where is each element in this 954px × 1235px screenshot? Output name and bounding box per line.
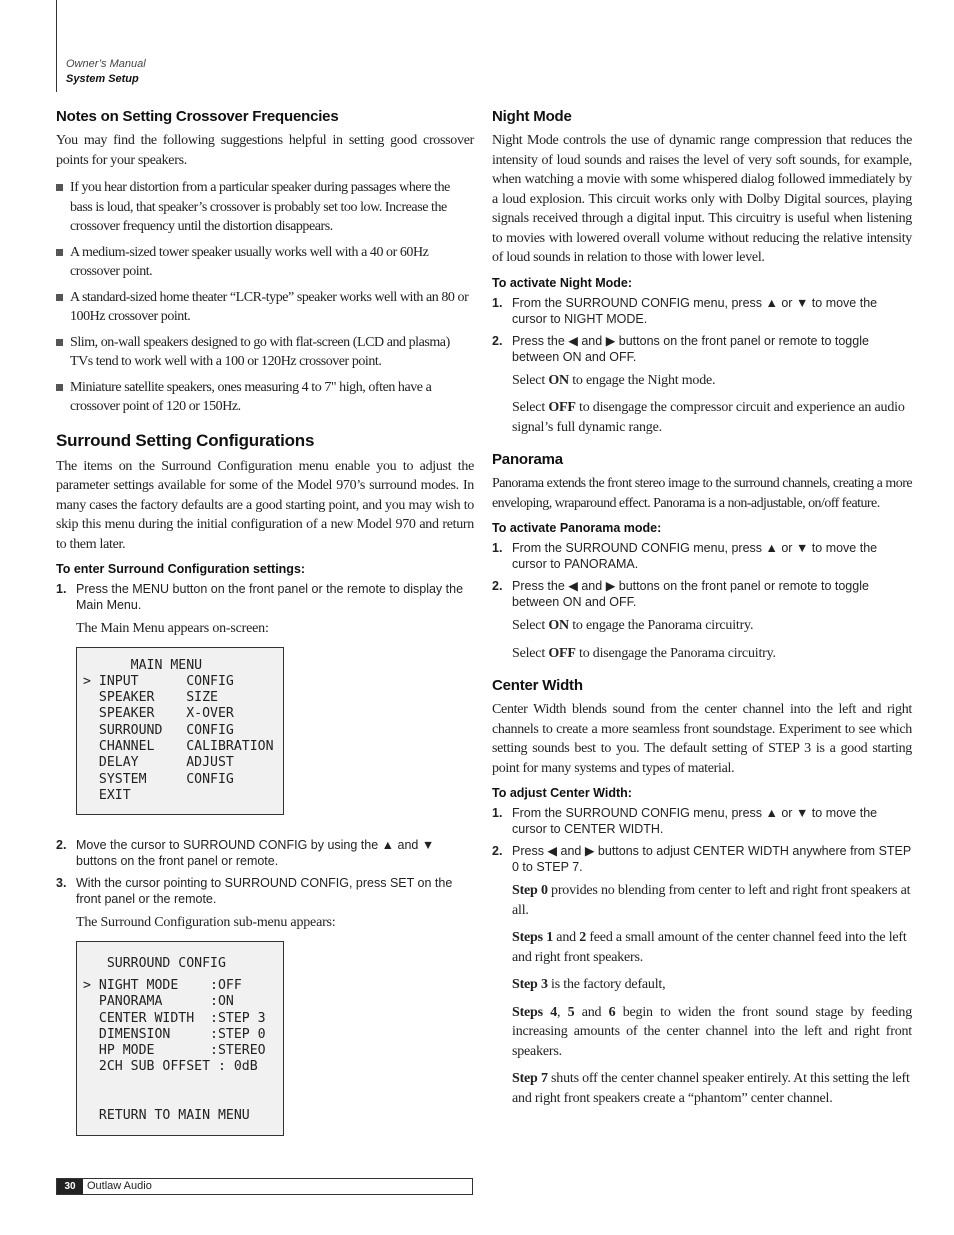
sub-menu-note: The Surround Configuration sub-menu appears: [76, 915, 336, 931]
menu-line: DIMENSION :STEP 0 [83, 1026, 266, 1042]
center-width-subheading: To adjust Center Width: [492, 786, 632, 800]
step-3-note: Step 3 is the factory default, [512, 977, 666, 992]
night-select-off: Select OFF to disengage the compressor circuit and experience an audio signal’s full dynamic range. [512, 400, 905, 435]
center-width-body: Center Width blends sound from the center channel into the left and right channels to create a more seamless front soundstage. Experiment to see which setting sounds best to you. The default setting of STEP 3 is a good starting point for many systems and types of material. [492, 702, 912, 776]
night-mode-subheading: To activate Night Mode: [492, 275, 633, 290]
main-menu-title: MAIN MENU [83, 657, 203, 673]
step-item: 3. With the cursor pointing to SURROUND CONFIG, press SET on the front panel or the remote. [56, 876, 453, 907]
step-item: 1. Press the MENU button on the front panel or the remote to display the Main Menu. [56, 582, 464, 612]
panorama-heading: Panorama [492, 451, 563, 468]
menu-line: SPEAKER X-OVER [83, 706, 234, 722]
list-item: Slim, on-wall speakers designed to go with flat-screen (LCD and plasma) TVs tend to work well with a 100 or 120Hz crossover point. [56, 333, 474, 372]
menu-line: 2CH SUB OFFSET : 0dB [83, 1059, 258, 1075]
crossover-heading: Notes on Setting Crossover Frequencies [56, 108, 339, 125]
sub-menu-title: SURROUND CONFIG [83, 955, 226, 971]
menu-line [77, 1092, 283, 1108]
menu-line: SPEAKER SIZE [83, 690, 218, 706]
main-menu-screen [76, 647, 284, 816]
menu-line: HP MODE :STEREO [83, 1043, 266, 1059]
steps-1-2-note: Steps 1 and 2 feed a small amount of the center channel feed into the left and right front speakers. [512, 930, 907, 965]
surround-intro: The items on the Surround Configuration menu enable you to adjust the parameter settings available for some of the Model 970’s surround modes. In many cases the factory defaults are a good starting point, and you may wish to skip this menu during the initial configuration of a new Model 970 and return to them later. [56, 458, 474, 552]
step-item: 1. From the SURROUND CONFIG menu, press ▲ or ▼ to move the cursor to PANORAMA. [492, 541, 878, 571]
right-column [492, 108, 912, 1116]
center-width-heading: Center Width [492, 677, 583, 694]
step-item: 2. Press the ◀ and ▶ buttons on the front panel or remote to toggle between ON and OFF. [492, 333, 869, 364]
section-label: System Setup [66, 73, 139, 85]
panorama-body: Panorama extends the front stereo image to the surround channels, creating a more enveloping, wraparound effect. Panorama is a non-adjustable, on/off feature. [492, 476, 912, 511]
bullet-square-icon [56, 384, 63, 391]
page-number: 30 [57, 1179, 83, 1194]
night-mode-heading: Night Mode [492, 108, 572, 125]
list-item: A standard-sized home theater “LCR-type” speaker works well with an 80 or 100Hz crossover point. [56, 288, 474, 327]
menu-line: EXIT [83, 787, 131, 803]
menu-line: CHANNEL CALIBRATION [83, 738, 274, 754]
list-item: If you hear distortion from a particular speaker during passages where the bass is loud, that speaker’s crossover is probably set too low. Increase the crossover frequency until the distortion disappears. [56, 178, 474, 237]
main-menu-note: The Main Menu appears on-screen: [76, 621, 269, 636]
center-width-steps [492, 805, 912, 875]
night-mode-body: Night Mode controls the use of dynamic range compression that reduces the intensity of loud sounds and raises the level of very soft sounds, for example, when watching a movie with some whispered dialog followed immediately by a loud explosion. This circuit works only with Dolby Digital sources, playing signals received through a digital input. This circuitry is useful when listening to movies with lowered overall volume without reducing the relative intensity of loud sounds in relation to those with lower level. [492, 133, 912, 265]
bullet-square-icon [56, 294, 63, 301]
menu-line: SYSTEM CONFIG [83, 771, 234, 787]
bullet-square-icon [56, 184, 63, 191]
night-mode-steps [492, 295, 912, 365]
step-0-note: Step 0 provides no blending from center to left and right front speakers at all. [512, 883, 911, 918]
panorama-select-off: Select OFF to disengage the Panorama circuitry. [512, 645, 776, 661]
step-7-note: Step 7 shuts off the center channel speaker entirely. At this setting the left and right front speakers create a “phantom” center channel. [512, 1071, 910, 1106]
panorama-steps [492, 540, 912, 610]
steps-4-6-note: Steps 4, 5 and 6 begin to widen the front sound stage by feeding increasing amounts of the center channel into the left and right front speakers. [512, 1004, 913, 1059]
menu-line: DELAY ADJUST [83, 755, 234, 771]
page-footer [56, 1178, 473, 1195]
menu-line: CENTER WIDTH :STEP 3 [83, 1010, 266, 1026]
step-item: 2. Move the cursor to SURROUND CONFIG by using the ▲ and ▼ buttons on the front panel or remote. [56, 838, 435, 869]
step-item: 1. From the SURROUND CONFIG menu, press ▲ or ▼ to move the cursor to NIGHT MODE. [492, 295, 878, 326]
menu-line [77, 1076, 283, 1092]
night-select-on: Select ON to engage the Night mode. [512, 372, 716, 388]
panorama-subheading: To activate Panorama mode: [492, 521, 662, 535]
header-rule [56, 0, 57, 92]
step-item: 2. Press the ◀ and ▶ buttons on the front panel or remote to toggle between ON and OFF. [492, 579, 869, 609]
manual-label: Owner’s Manual [66, 58, 146, 70]
menu-line: > INPUT CONFIG [83, 673, 234, 689]
step-item: 2. Press ◀ and ▶ buttons to adjust CENTER WIDTH anywhere from STEP 0 to STEP 7. [492, 844, 911, 874]
bullet-square-icon [56, 339, 63, 346]
surround-steps-a [56, 581, 474, 613]
surround-config-screen [76, 941, 284, 1136]
menu-line: SURROUND CONFIG [83, 722, 234, 738]
menu-line: > NIGHT MODE :OFF [83, 977, 242, 993]
crossover-bullets [56, 178, 474, 417]
step-item: 1. From the SURROUND CONFIG menu, press ▲ or ▼ to move the cursor to CENTER WIDTH. [492, 806, 878, 836]
surround-subheading: To enter Surround Configuration settings: [56, 562, 306, 576]
menu-line: PANORAMA :ON [83, 994, 234, 1010]
left-column [56, 108, 474, 1150]
footer-brand: Outlaw Audio [87, 1180, 152, 1192]
list-item: A medium-sized tower speaker usually works well with a 40 or 60Hz crossover point. [56, 243, 474, 282]
surround-steps-b [56, 837, 474, 907]
bullet-square-icon [56, 249, 63, 256]
surround-heading: Surround Setting Configurations [56, 430, 315, 450]
panorama-select-on: Select ON to engage the Panorama circuitry. [512, 618, 754, 633]
list-item: Miniature satellite speakers, ones measuring 4 to 7" high, often have a crossover point of 120 or 150Hz. [56, 378, 474, 417]
running-header [66, 57, 146, 87]
menu-line: RETURN TO MAIN MENU [83, 1108, 250, 1124]
crossover-intro: You may find the following suggestions helpful in setting good crossover points for your speakers. [56, 133, 474, 168]
